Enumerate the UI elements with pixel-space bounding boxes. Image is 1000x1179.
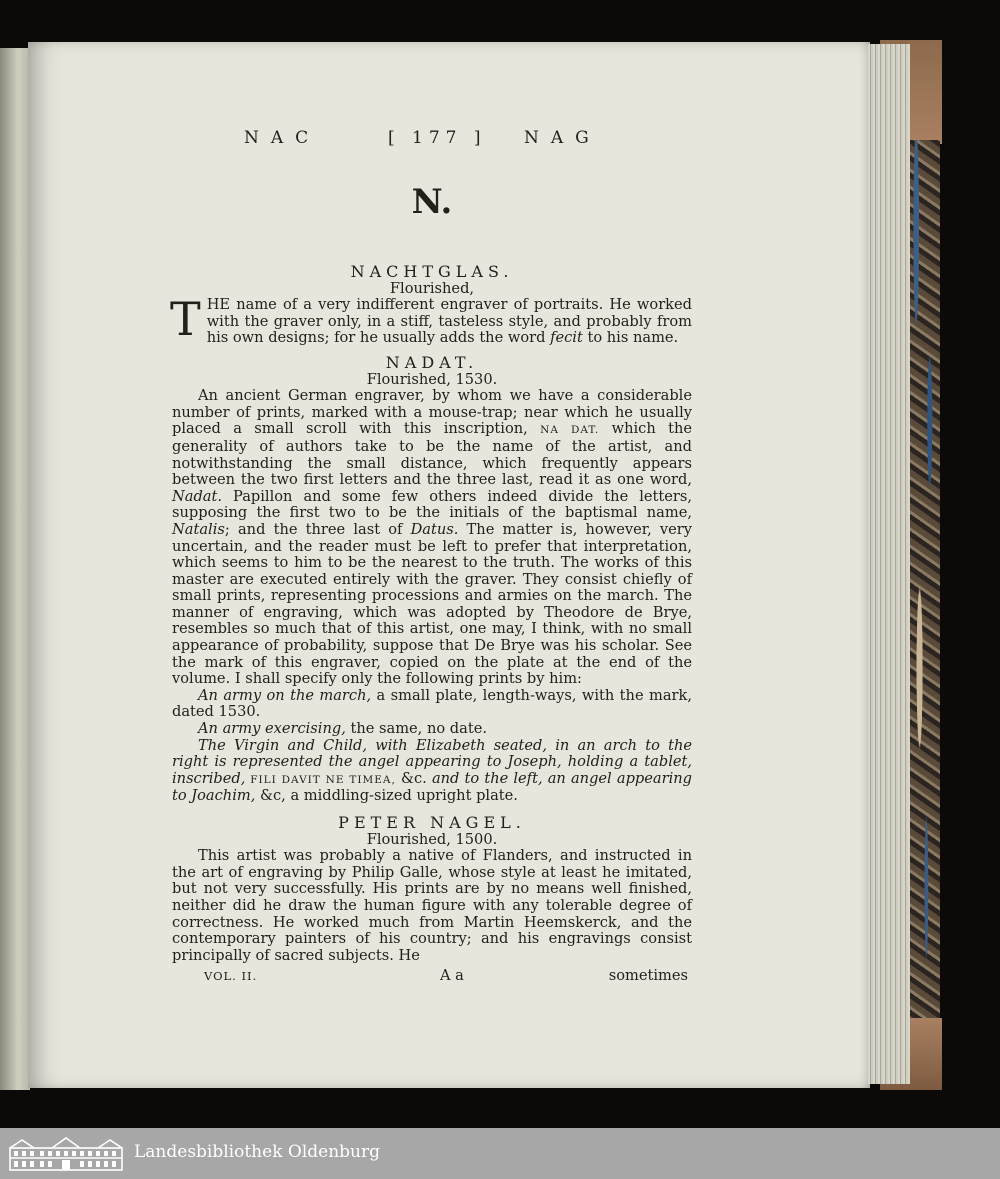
entry-body: This artist was probably a native of Flanders, and instructed in the art of engraving by Philip Galle, whose style at least he imitated, but not very successfully. His prints are by no means well finished, neither did he draw the human figure with any tolerable degree of correctness. He worked much from Martin Heemskerck, and the contemporary painters of his country; and his engravings consist principally of sacred subjects. He: [172, 847, 692, 964]
page-edges: [868, 44, 910, 1084]
entry-heading: PETER NAGEL.: [338, 813, 526, 832]
entry-body: An ancient German engraver, by whom we have a considerable number of prints, marked with a mouse-trap; near which he usually placed a small scroll with this inscription, NA DAT. which the generality of authors take to be the name of the artist, and notwithstanding the small distance, which frequently appears between the two first letters and the three last, read it as one word, Nadat. Papillon and some few others indeed divide the letters, supposing the first two to be the initials of the baptismal name, Natalis; and the three last of Datus. The matter is, however, very uncertain, and the reader must be left to prefer that interpretation, which seems to him to be the nearest to the truth. The works of this master are executed entirely with the graver. They consist chiefly of small prints, representing processions and armies on the march. The manner of engraving, which was adopted by Theodore de Brye, resembles so much that of this artist, one may, I think, with no small appearance of probability, suppose that De Brye was his scholar. See the mark of this engraver, copied on the plate at the end of the volume. I shall specify only the following prints by him:: [172, 387, 693, 688]
library-building-logo: [8, 1136, 124, 1172]
facing-page-edge: [0, 48, 30, 1090]
volume-label: VOL. II.: [204, 969, 258, 984]
entry-body: THE name of a very indifferent engraver of portraits. He worked with the graver only, in a stiff, tasteless style, and probably from his own designs; for he usually adds the word fecit to his name.: [170, 292, 692, 347]
entry-subheading: Flourished, 1530.: [366, 370, 498, 388]
page-footer: [172, 968, 692, 986]
print-list-item: An army on the march, a small plate, length-ways, with the mark, dated 1530.: [172, 686, 692, 721]
library-brand-bar: [0, 1128, 1000, 1179]
marbled-cover: [906, 140, 940, 1020]
running-head-right: NAG: [524, 128, 601, 148]
page-number: [ 177 ]: [388, 128, 487, 148]
catchword: sometimes: [608, 967, 688, 985]
page-text: [172, 130, 692, 986]
running-head-left: NAC: [244, 128, 321, 148]
library-name: Landesbibliothek Oldenburg: [134, 1142, 381, 1162]
entry-subheading: Flourished, 1500.: [366, 830, 498, 848]
running-head: [244, 130, 614, 154]
section-letter: N.: [411, 182, 453, 222]
signature-mark: A a: [440, 967, 464, 985]
print-list-item: An army exercising, the same, no date.: [198, 720, 487, 738]
print-list-item: The Virgin and Child, with Elizabeth seated, in an arch to the right is represented the angel appearing to Joseph, holding a tablet, inscribed, FILI DAVIT NE TIMEA, &c. and to the left, an angel appearing to Joachim, &c, a middling-sized upright plate.: [172, 736, 692, 805]
drop-cap: T: [170, 292, 201, 347]
entry-heading: NACHTGLAS.: [350, 262, 514, 281]
entry-heading: NADAT.: [385, 352, 479, 372]
entry-subheading: Flourished,: [389, 279, 475, 297]
